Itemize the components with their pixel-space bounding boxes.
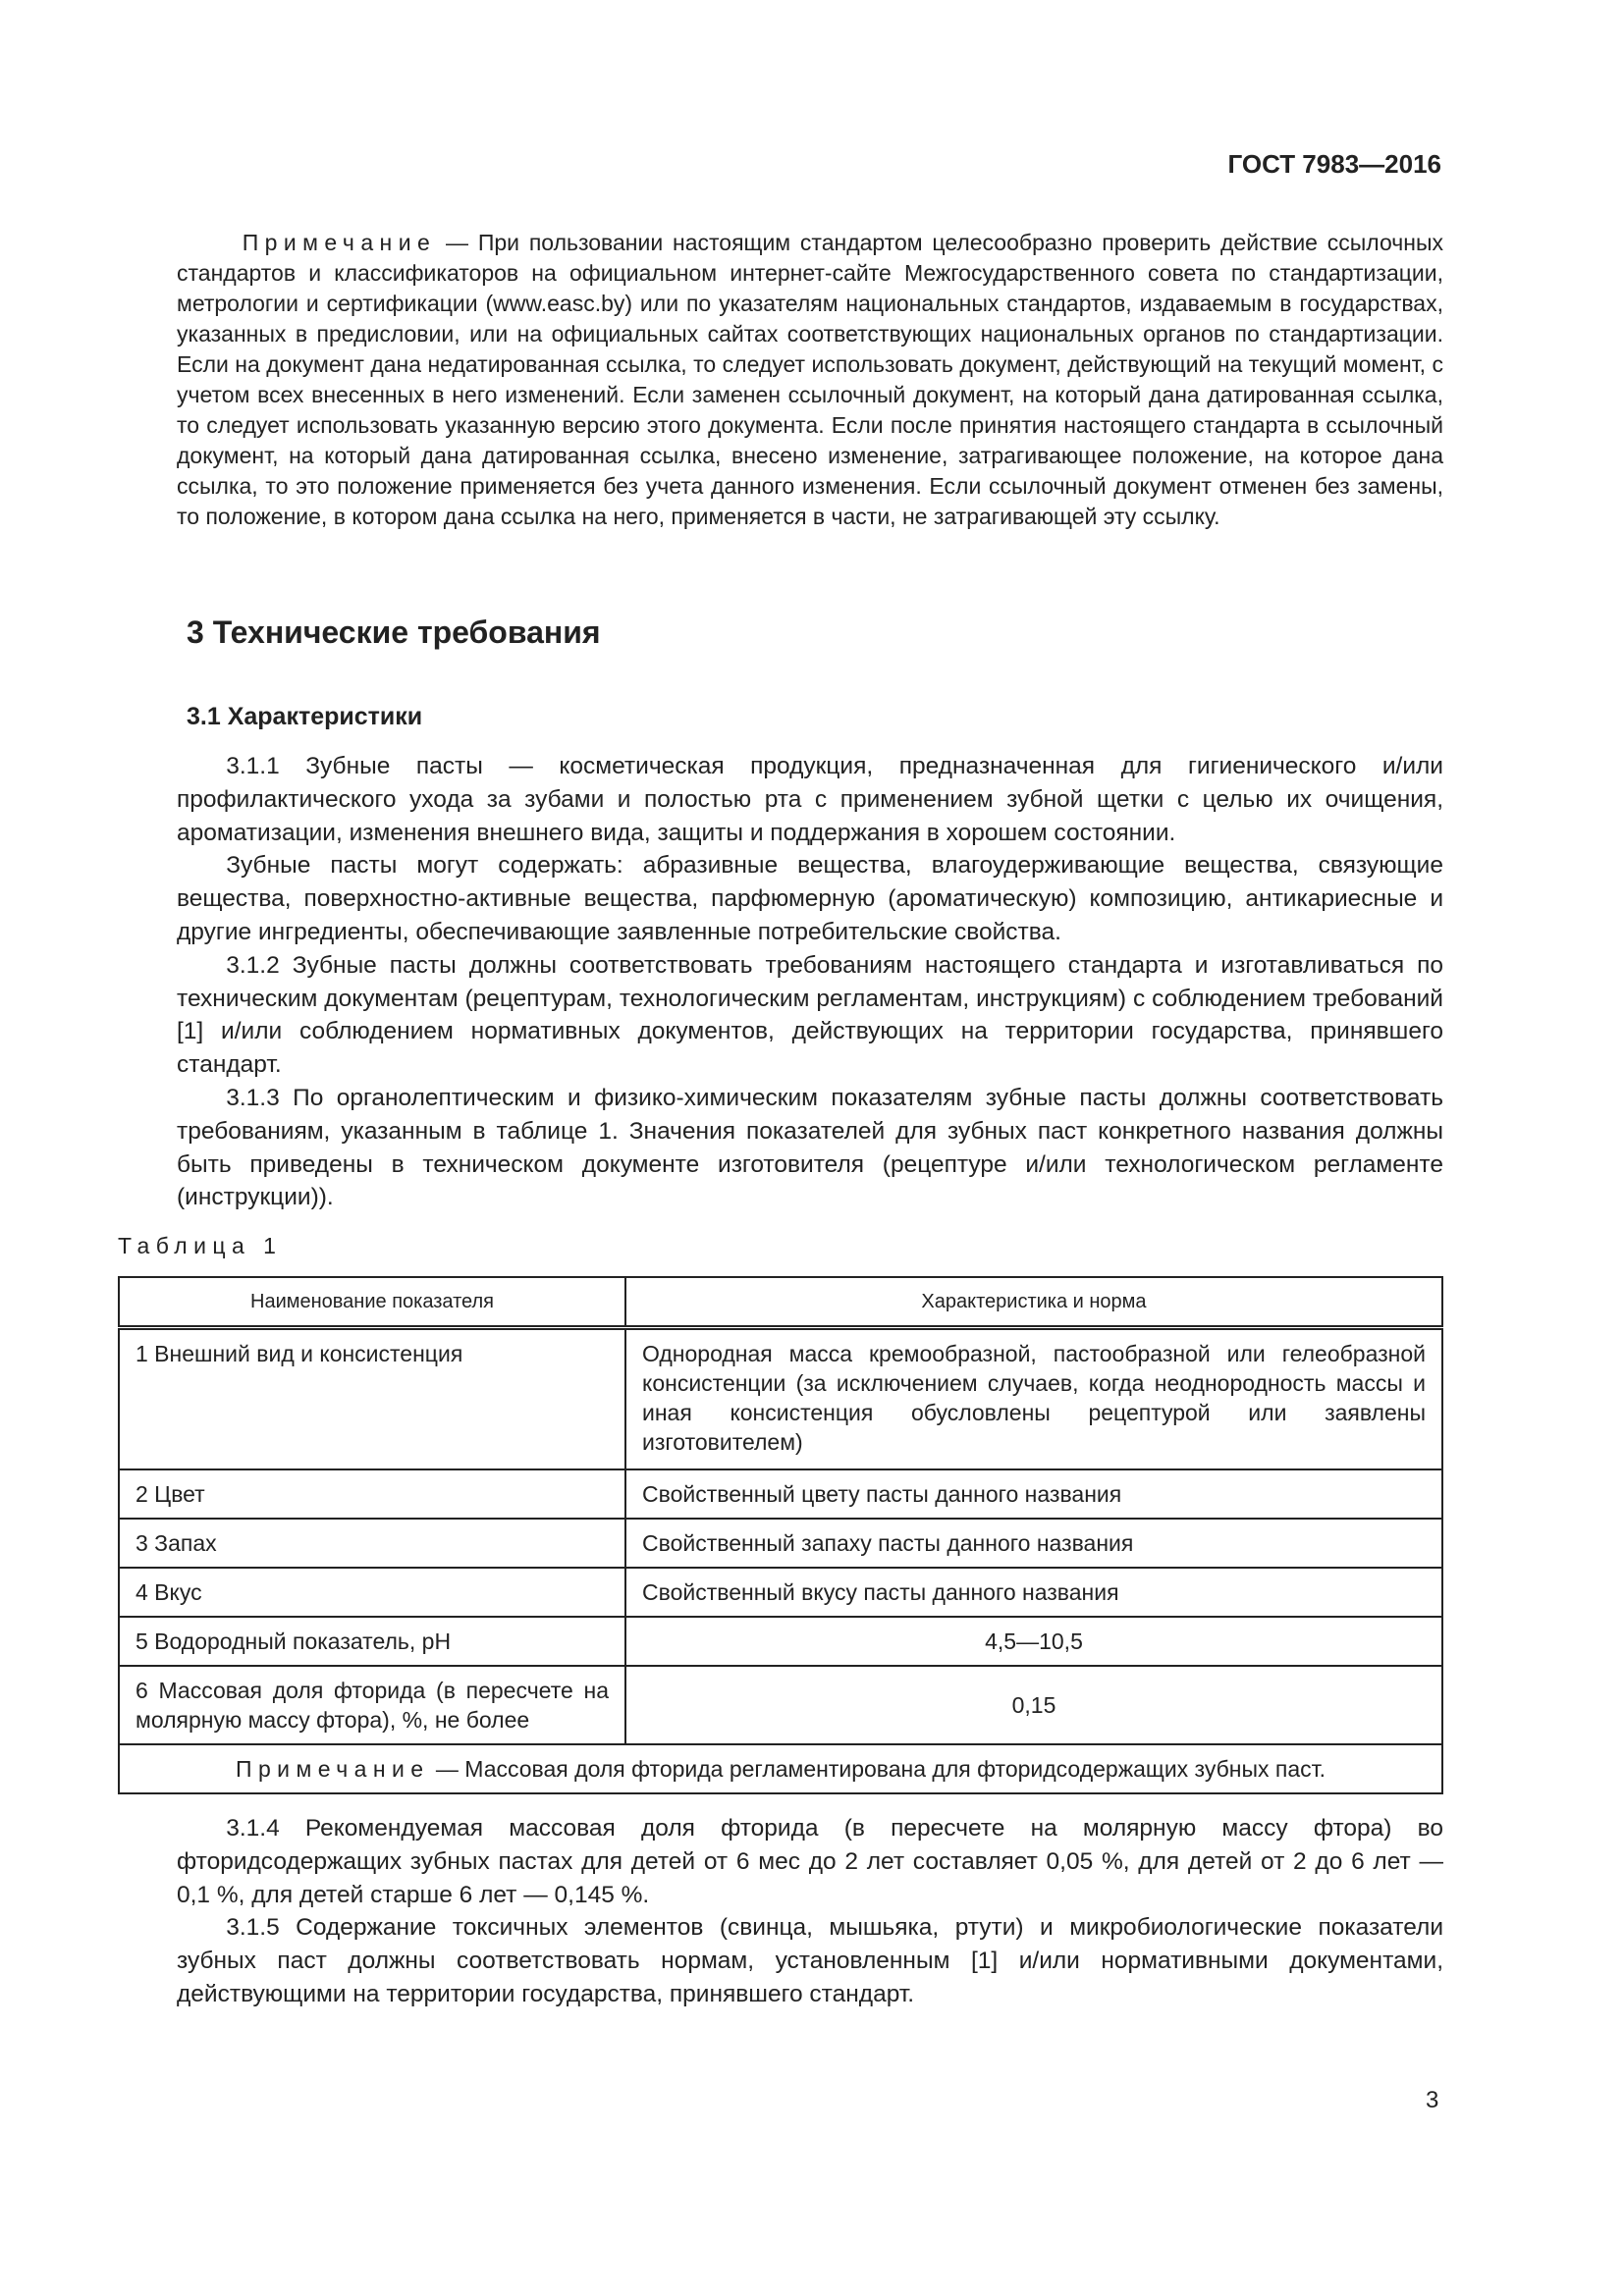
indicator-norm: Однородная масса кремообразной, пастообразной или гелеобразной консистенции (за исключением случаев, когда неоднородность массы и иная консистенция обусловлены рецептурой или заявлены изготовителем) (625, 1328, 1442, 1469)
table-row (119, 1617, 1442, 1666)
table-row (119, 1519, 1442, 1568)
table-caption: Таблица 1 (118, 1233, 283, 1258)
table-note-text: — Массовая доля фторида регламентирована для фторидсодержащих зубных паст. (429, 1755, 1326, 1782)
table-row (119, 1328, 1442, 1469)
paragraph: Зубные пасты могут содержать: абразивные вещества, влагоудерживающие вещества, связующие вещества, поверхностно-активные вещества, парфюмерную (ароматическую) композицию, антикариесные и другие ингредиенты, обеспечивающие заявленные потребительские свойства. (177, 852, 1443, 945)
table-header-row (119, 1277, 1442, 1328)
paragraph: 3.1.2 Зубные пасты должны соответствовать требованиям настоящего стандарта и изготавливаться по техническим документам (рецептурам, технологическим регламентам, инструкциям) с соблюдением требований [1] и/или соблюдением нормативных документов, действующих на территории государства, принявшего стандарт. (177, 951, 1443, 1079)
indicator-name: 4 Вкус (119, 1568, 625, 1617)
paragraph: 3.1.3 По органолептическим и физико-химическим показателям зубные пасты должны соответствовать требованиям, указанным в таблице 1. Значения показателей для зубных паст конкретного названия должны быть приведены в техническом документе изготовителя (рецептуре и/или технологическом регламенте (инструкции)). (177, 1084, 1443, 1211)
indicator-name: 3 Запах (119, 1519, 625, 1568)
page-number: 3 (1426, 2087, 1439, 2113)
table-row (119, 1469, 1442, 1519)
paragraph: 3.1.5 Содержание токсичных элементов (свинца, мышьяка, ртути) и микробиологические показатели зубных паст должны соответствовать нормам, установленным [1] и/или нормативными документами, действующими на территории государства, принявшего стандарт. (177, 1914, 1443, 2007)
indicator-norm: Свойственный запаху пасты данного названия (625, 1519, 1442, 1568)
column-header: Наименование показателя (119, 1277, 625, 1328)
reference-note (177, 228, 1443, 532)
after-table-body (177, 1812, 1443, 2011)
note-label: Примечание (242, 230, 437, 255)
indicator-norm: 4,5—10,5 (625, 1617, 1442, 1666)
table-row (119, 1568, 1442, 1617)
note-text: — При пользовании настоящим стандартом целесообразно проверить действие ссылочных стандартов и классификаторов на официальном интернет-сайте Межгосударственного совета по стандартизации, метрологии и сертификации (www.easc.by) или по указателям национальных стандартов, издаваемым в государствах, указанных в предисловии, или на официальных сайтах соответствующих национальных органов по стандартизации. Если на документ дана недатированная ссылка, то следует использовать документ, действующий на текущий момент, с учетом всех внесенных в него изменений. Если заменен ссылочный документ, на который дана датированная ссылка, то следует использовать указанную версию этого документа. Если после принятия настоящего стандарта в ссылочный документ, на который дана датированная ссылка, внесено изменение, затрагивающее положение, на которое дана ссылка, то это положение применяется без учета данного изменения. Если ссылочный документ отменен без замены, то положение, в котором дана ссылка на него, применяется в части, не затрагивающей эту ссылку. (177, 230, 1443, 529)
indicator-name: 2 Цвет (119, 1469, 625, 1519)
indicator-name: 1 Внешний вид и консистенция (119, 1328, 625, 1469)
paragraph: 3.1.1 Зубные пасты — косметическая продукция, предназначенная для гигиенического и/или профилактического ухода за зубами и полостью рта с применением зубной щетки с целью их очищения, ароматизации, изменения внешнего вида, защиты и поддержания в хорошем состоянии. (177, 753, 1443, 846)
table-note-row (119, 1744, 1442, 1793)
subsection-title: 3.1 Характеристики (187, 703, 423, 730)
section-title: 3 Технические требования (187, 614, 601, 650)
table-row (119, 1666, 1442, 1744)
section-body (177, 750, 1443, 1214)
indicator-name: 6 Массовая доля фторида (в пересчете на молярную массу фтора), %, не более (119, 1666, 625, 1744)
document-code: ГОСТ 7983—2016 (1227, 149, 1441, 179)
indicator-norm: Свойственный цвету пасты данного названия (625, 1469, 1442, 1519)
requirements-table (118, 1276, 1443, 1794)
indicator-norm: Свойственный вкусу пасты данного названия (625, 1568, 1442, 1617)
indicator-name: 5 Водородный показатель, pH (119, 1617, 625, 1666)
table-note-label: Примечание (235, 1755, 430, 1782)
paragraph: 3.1.4 Рекомендуемая массовая доля фторида (в пересчете на молярную массу фтора) во фторидсодержащих зубных пастах для детей от 6 мес до 2 лет составляет 0,05 %, для детей от 2 до 6 лет — 0,1 %, для детей старше 6 лет — 0,145 %. (177, 1815, 1443, 1908)
column-header: Характеристика и норма (625, 1277, 1442, 1328)
table-note (119, 1744, 1442, 1793)
indicator-norm: 0,15 (625, 1666, 1442, 1744)
